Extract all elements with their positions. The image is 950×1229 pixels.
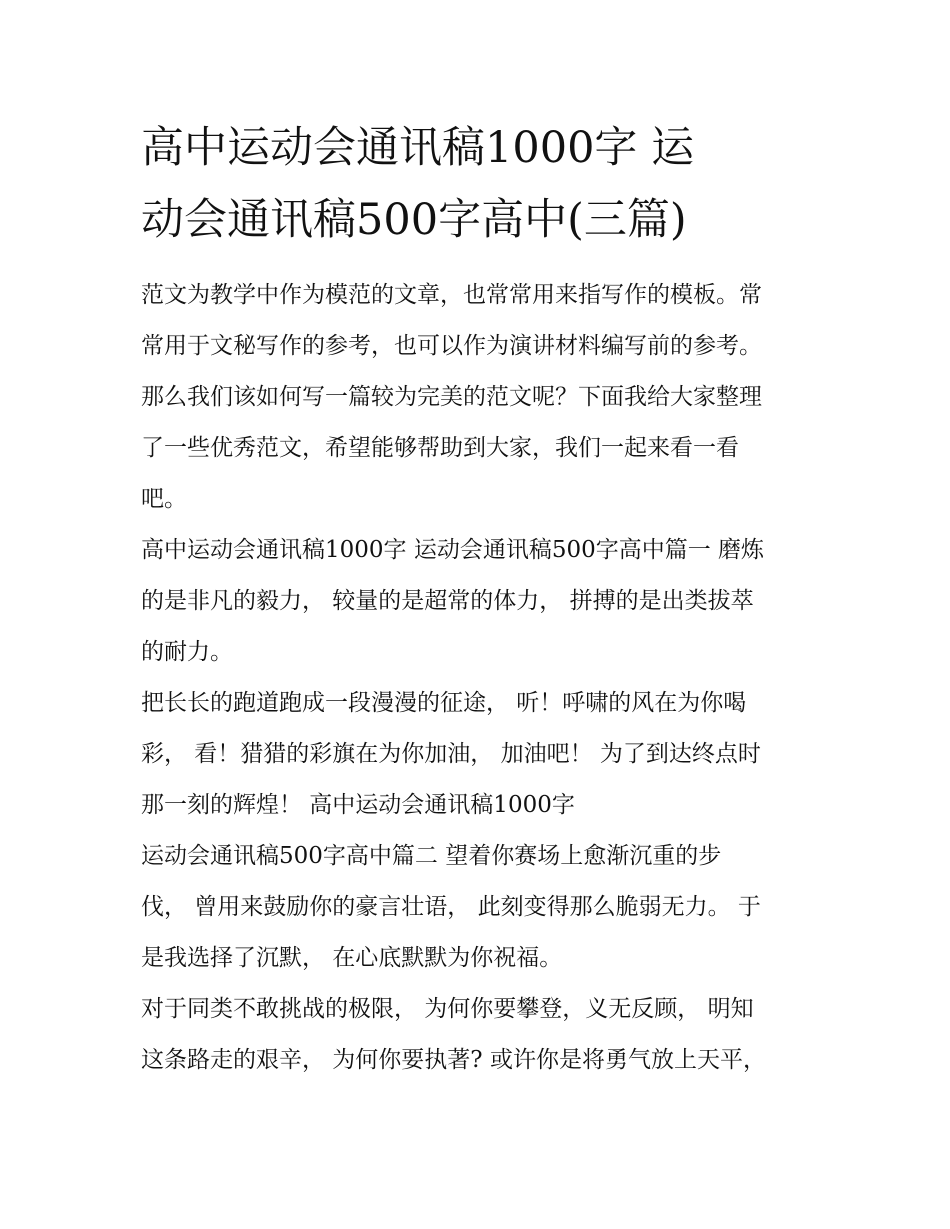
text-line: 那么我们该如何写一篇较为完美的范文呢？下面我给大家整理 bbox=[141, 384, 762, 410]
text-line: 是我选择了沉默， 在心底默默为你祝福。 bbox=[141, 945, 563, 971]
paragraph-intro bbox=[141, 270, 813, 525]
title-line: 动会通讯稿500字高中(三篇) bbox=[141, 195, 687, 245]
text-line: 伐， 曾用来鼓励你的豪言壮语， 此刻变得那么脆弱无力。 于 bbox=[141, 894, 761, 920]
text-line: 把长长的跑道跑成一段漫漫的征途， 听！呼啸的风在为你喝 bbox=[141, 690, 747, 716]
text-line: 吧。 bbox=[141, 486, 187, 512]
text-line: 的耐力。 bbox=[141, 639, 233, 665]
text-line: 这条路走的艰辛， 为何你要执著? 或许你是将勇气放上天平， bbox=[141, 1047, 766, 1073]
text-line: 常用于文秘写作的参考，也可以作为演讲材料编写前的参考。 bbox=[141, 333, 762, 359]
document-title bbox=[141, 112, 813, 256]
text-line: 对于同类不敢挑战的极限， 为何你要攀登，义无反顾， 明知 bbox=[141, 996, 754, 1022]
text-line: 那一刻的辉煌！ 高中运动会通讯稿1000字 bbox=[141, 792, 575, 818]
text-line: 运动会通讯稿500字高中篇二 望着你赛场上愈渐沉重的步 bbox=[141, 843, 722, 869]
paragraph-challenge bbox=[141, 984, 813, 1086]
paragraph-track bbox=[141, 678, 813, 831]
paragraph-article-one bbox=[141, 525, 813, 678]
paragraph-article-two bbox=[141, 831, 813, 984]
text-line: 的是非凡的毅力， 较量的是超常的体力， 拼搏的是出类拔萃 bbox=[141, 588, 754, 614]
text-line: 高中运动会通讯稿1000字 运动会通讯稿500字高中篇一 磨炼 bbox=[141, 537, 765, 563]
text-line: 彩， 看！猎猎的彩旗在为你加油， 加油吧！ 为了到达终点时 bbox=[141, 741, 761, 767]
text-line: 范文为教学中作为模范的文章，也常常用来指写作的模板。常 bbox=[141, 282, 762, 308]
title-line: 高中运动会通讯稿1000字 运 bbox=[141, 123, 695, 173]
document-content bbox=[141, 112, 813, 1086]
text-line: 了一些优秀范文，希望能够帮助到大家，我们一起来看一看 bbox=[141, 435, 739, 461]
